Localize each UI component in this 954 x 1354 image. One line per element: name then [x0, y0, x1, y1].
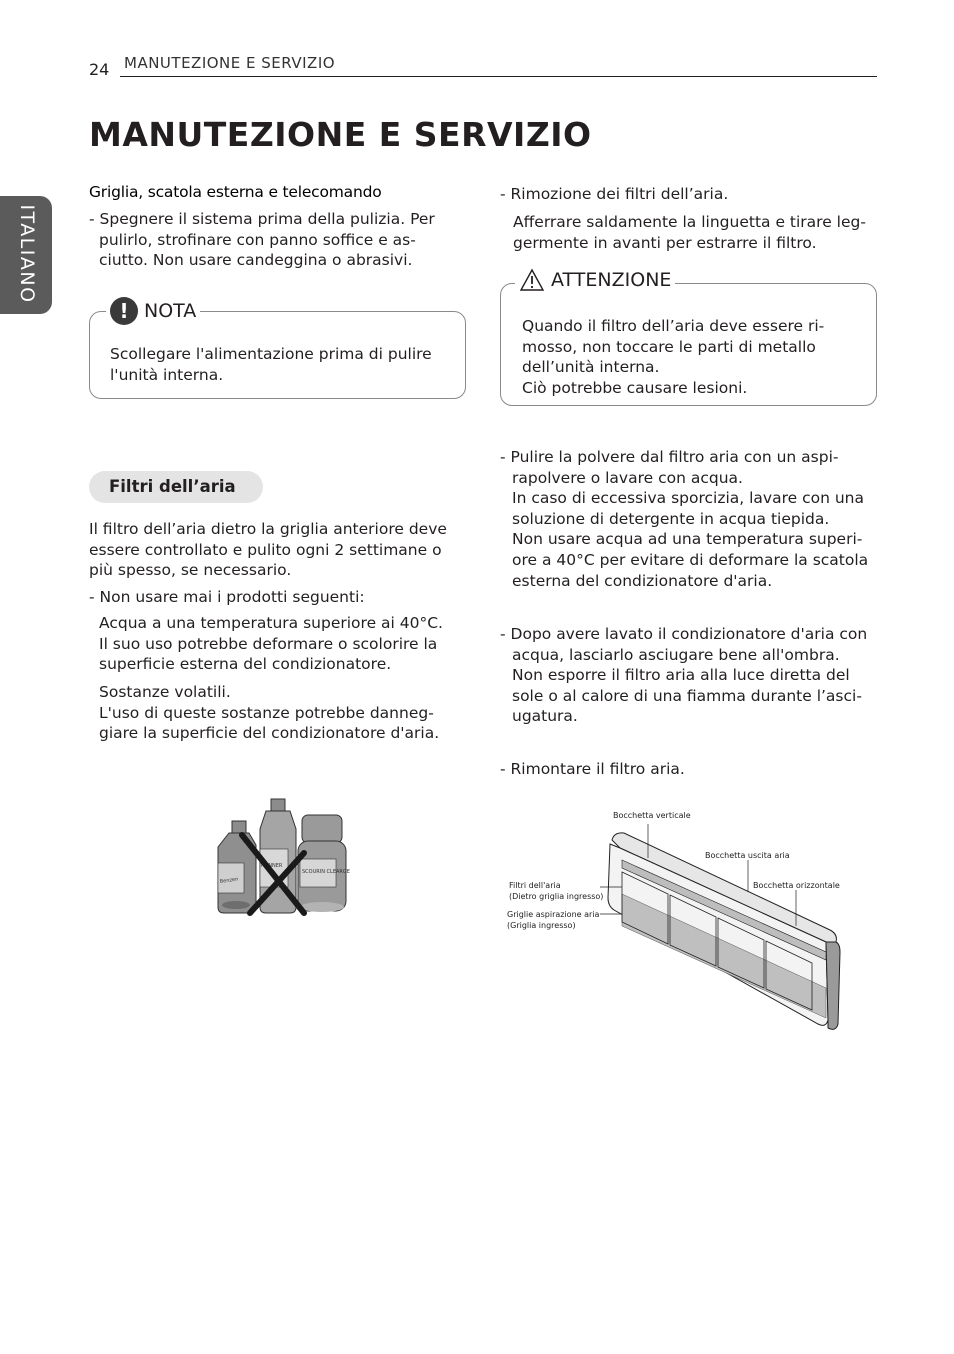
text-line: (Griglia ingresso) — [507, 921, 576, 930]
attenzione-label — [515, 268, 675, 292]
nota-label-text: NOTA — [144, 300, 197, 322]
label-air-outlet: Bocchetta uscita aria — [705, 851, 790, 860]
language-tab — [0, 196, 52, 314]
nota-label — [106, 297, 200, 325]
text-line: - Dopo avere lavato il condizionatore d'aria con — [500, 625, 868, 643]
text-line: Acqua a una temperatura superiore ai 40°C. — [99, 614, 443, 632]
text-line: superficie esterna del condizionatore. — [99, 655, 392, 674]
text-line: essere controllato e pulito ogni 2 settimane o — [89, 540, 442, 559]
text-line: In caso di eccessiva sporcizia, lavare con una — [512, 489, 864, 508]
text-line: Ciò potrebbe causare lesioni. — [522, 378, 748, 397]
nota-box — [89, 299, 466, 399]
text-line: giare la superficie del condizionatore d'aria. — [99, 724, 440, 743]
remove-filters-line: - Rimozione dei filtri dell’aria. — [500, 185, 729, 203]
label-horizontal-louver: Bocchetta orizzontale — [753, 881, 840, 890]
grille-subheading: Griglia, scatola esterna e telecomando — [89, 183, 382, 201]
text-line: acqua, lasciarlo asciugare bene all'ombra. — [512, 645, 840, 664]
text-line: ciutto. Non usare candeggina o abrasivi. — [99, 251, 413, 270]
text-line: pulirlo, strofinare con panno soffice e as- — [99, 230, 416, 249]
volatile-warning — [99, 682, 439, 744]
text-line: l'unità interna. — [110, 365, 224, 384]
bottle-icon — [218, 821, 256, 913]
text-line: - Spegnere il sistema prima della pulizia. Per — [89, 210, 435, 228]
attenzione-label-text: ATTENZIONE — [551, 269, 672, 291]
text-line: sole o al calore di una fiamma durante l’asci- — [512, 686, 862, 705]
label-intake-grille — [507, 909, 599, 931]
text-line: soluzione di detergente in acqua tiepida. — [512, 509, 830, 528]
text-line: Quando il filtro dell’aria deve essere ri- — [522, 317, 825, 335]
text-line: Griglie aspirazione aria — [507, 910, 600, 919]
text-line: più spesso, se necessario. — [89, 561, 292, 580]
attenzione-box — [500, 269, 877, 406]
text-line: rapolvere o lavare con acqua. — [512, 468, 743, 487]
clean-filter-instructions — [500, 447, 868, 591]
bottle-label: SCOURIN CLEARGE — [302, 869, 350, 875]
water-warning — [99, 613, 443, 675]
text-line: Afferrare saldamente la linguetta e tirare leg- — [513, 213, 866, 231]
text-line: dell’unità interna. — [522, 358, 660, 377]
filters-intro — [89, 519, 447, 581]
language-tab-label: ITALIANO — [16, 204, 38, 304]
text-line: Filtri dell'aria — [509, 881, 561, 890]
jar-icon — [298, 815, 346, 912]
bottle-label: THINNER — [260, 863, 283, 869]
section-pill-air-filters: Filtri dell’aria — [89, 471, 263, 503]
text-line: Sostanze volatili. — [99, 683, 231, 701]
bottle-label: Benzen — [219, 876, 239, 885]
text-line: esterna del condizionatore d'aria. — [512, 571, 773, 590]
text-line: ore a 40°C per evitare di deformare la scatola — [512, 550, 869, 569]
text-line: Il suo uso potrebbe deformare o scolorire la — [99, 634, 438, 653]
refit-filter-line: - Rimontare il filtro aria. — [500, 760, 685, 778]
header-rule — [120, 76, 877, 77]
text-line: Il filtro dell’aria dietro la griglia anteriore deve — [89, 520, 447, 538]
prohibited-chemicals-illustration — [210, 795, 350, 920]
remove-filters-detail — [513, 212, 866, 253]
text-line: mosso, non toccare le parti di metallo — [522, 337, 816, 356]
running-head: MANUTEZIONE E SERVIZIO — [124, 54, 336, 72]
text-line: L'uso di queste sostanze potrebbe danneg- — [99, 703, 434, 722]
bullet-switch-off — [89, 209, 435, 271]
page-number: 24 — [89, 60, 110, 79]
text-line: - Pulire la polvere dal filtro aria con un aspi- — [500, 448, 839, 466]
page-title: MANUTEZIONE E SERVIZIO — [89, 115, 592, 154]
dry-filter-instructions — [500, 624, 867, 727]
label-vertical-louver: Bocchetta verticale — [613, 811, 691, 820]
label-air-filters — [509, 880, 603, 902]
never-use-line: - Non usare mai i prodotti seguenti: — [89, 588, 365, 606]
text-line: germente in avanti per estrarre il filtro. — [513, 233, 817, 252]
attenzione-text — [522, 316, 824, 398]
nota-text — [110, 344, 432, 385]
exclamation-icon: ! — [110, 297, 138, 325]
text-line: Non usare acqua ad una temperatura superi- — [512, 530, 863, 549]
text-line: Non esporre il filtro aria alla luce diretta del — [512, 666, 850, 685]
text-line: Scollegare l'alimentazione prima di pulire — [110, 345, 432, 363]
text-line: ugatura. — [512, 707, 578, 726]
text-line: (Dietro griglia ingresso) — [509, 892, 604, 901]
warning-triangle-icon — [519, 268, 545, 292]
